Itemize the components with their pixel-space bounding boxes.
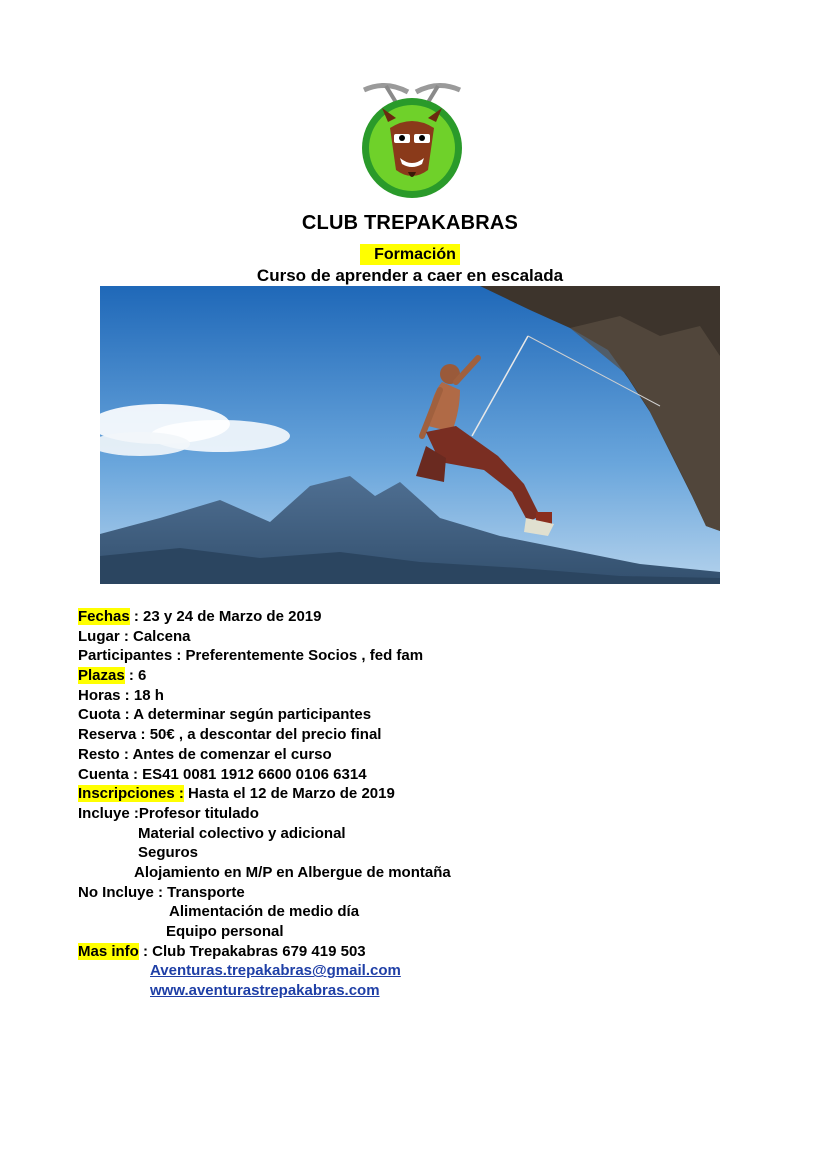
participantes-line: Participantes : Preferentemente Socios , fed fam bbox=[78, 647, 424, 665]
plazas-line bbox=[78, 666, 778, 686]
cuenta-line: Cuenta : ES41 0081 1912 6600 0106 6314 bbox=[78, 765, 367, 783]
fechas-value: : 23 y 24 de Marzo de 2019 bbox=[129, 608, 322, 625]
cuota-line: Cuota : A determinar según participantes bbox=[78, 706, 372, 724]
mas-info-value: : Club Trepakabras 679 419 503 bbox=[138, 942, 366, 960]
incluye-item-material: Material colectivo y adicional bbox=[138, 824, 346, 842]
lugar-line: Lugar : Calcena bbox=[78, 627, 191, 645]
mas-info-line bbox=[78, 942, 778, 962]
mas-info-label: Mas info bbox=[78, 942, 139, 960]
inscripciones-value: Hasta el 12 de Marzo de 2019 bbox=[183, 785, 395, 803]
email-link[interactable]: Aventuras.trepakabras@gmail.com bbox=[150, 962, 401, 980]
subtitle-wrap bbox=[0, 244, 820, 265]
no-incluye-line: No Incluye : Transporte bbox=[78, 883, 245, 901]
fechas-label: Fechas bbox=[78, 608, 130, 625]
incluye-item-alojamiento: Alojamiento en M/P en Albergue de montaña bbox=[134, 863, 451, 881]
fechas-line bbox=[78, 607, 778, 627]
incluye-item-seguros: Seguros bbox=[138, 844, 199, 862]
incluye-line: Incluye :Profesor titulado bbox=[78, 804, 259, 822]
website-link[interactable]: www.aventurastrepakabras.com bbox=[150, 982, 380, 1000]
plazas-value: : 6 bbox=[124, 667, 147, 685]
no-incluye-item-equipo: Equipo personal bbox=[166, 923, 284, 940]
website-line bbox=[78, 981, 778, 1001]
section-subtitle: Formación bbox=[360, 244, 460, 265]
horas-line: Horas : 18 h bbox=[78, 686, 164, 704]
club-logo bbox=[356, 78, 468, 200]
inscripciones-line bbox=[78, 784, 778, 804]
no-incluye-item-alimentacion: Alimentación de medio día bbox=[169, 903, 360, 921]
email-line bbox=[78, 961, 778, 981]
climber-photo bbox=[100, 286, 720, 584]
course-details bbox=[78, 607, 778, 1001]
inscripciones-label: Inscripciones : bbox=[78, 785, 184, 803]
course-title: Curso de aprender a caer en escalada bbox=[256, 266, 564, 285]
reserva-line: Reserva : 50€ , a descontar del precio final bbox=[78, 726, 382, 744]
resto-line: Resto : Antes de comenzar el curso bbox=[78, 745, 332, 763]
club-title: CLUB TREPAKABRAS bbox=[301, 212, 519, 234]
plazas-label: Plazas bbox=[78, 667, 125, 685]
